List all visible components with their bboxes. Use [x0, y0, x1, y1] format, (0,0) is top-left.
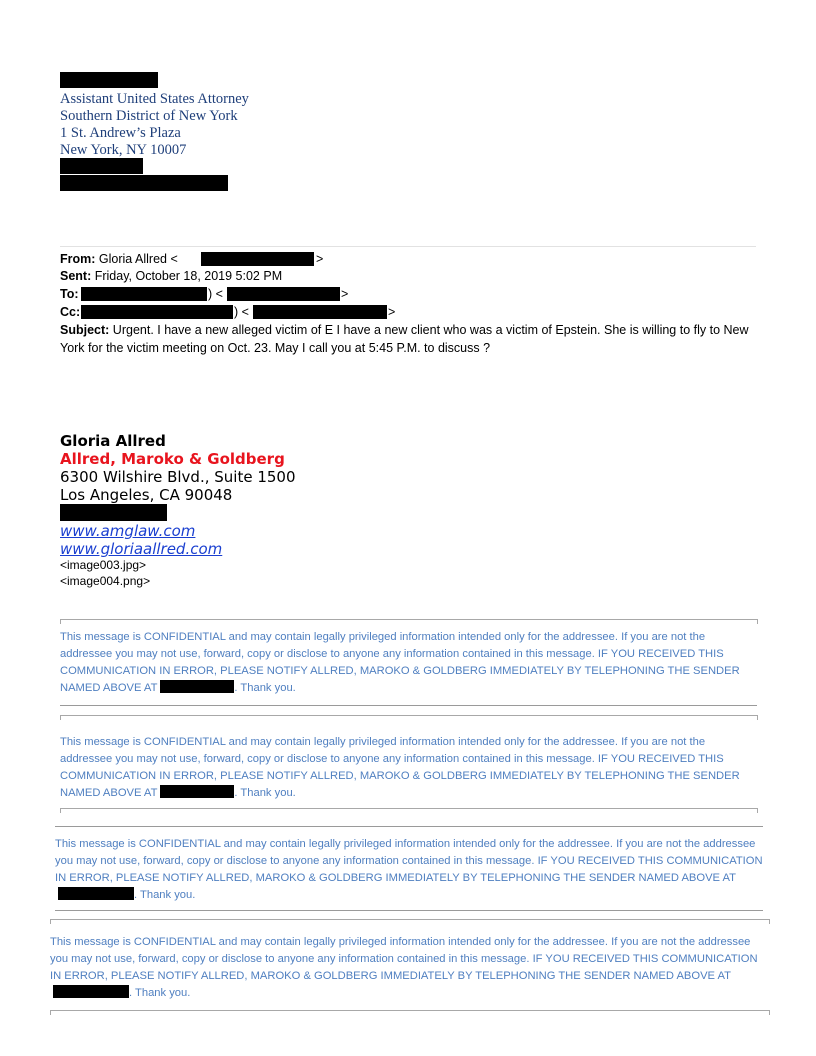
- subject-block: [60, 321, 760, 357]
- attachment-image003[interactable]: <image003.jpg>: [60, 558, 147, 572]
- redaction-signature-phone: [60, 504, 167, 521]
- redaction-attorney-phone: [60, 158, 143, 174]
- signature-firm: Allred, Maroko & Goldberg: [60, 450, 285, 468]
- to-line: [60, 285, 79, 303]
- redaction-from-email: [201, 252, 314, 266]
- cc-close: >: [388, 305, 396, 319]
- signature-name: Gloria Allred: [60, 432, 166, 450]
- from-close: >: [316, 252, 324, 266]
- link-gloriaallred[interactable]: www.gloriaallred.com: [60, 540, 223, 558]
- disclaimer-3-thanks: . Thank you.: [134, 889, 196, 901]
- disclaimer-1-text: This message is CONFIDENTIAL and may contain legally privileged information intended only for the addressee. If you are not the addressee you may not use, forward, copy or disclose to anyone any information contained in this message. IF YOU RECEIVED THIS COMMUNICATION IN ERROR, PLEASE NOTIFY ALLRED, MAROKO & GOLDBERG IMMEDIATELY BY TELEPHONING THE SENDER NAMED ABOVE AT: [60, 631, 740, 694]
- disclaimer-4-thanks: . Thank you.: [129, 987, 191, 999]
- redaction-attorney-email: [60, 175, 228, 191]
- disclaimer-2: [60, 734, 760, 802]
- cc-mid: ) <: [234, 305, 249, 319]
- attorney-office: Southern District of New York: [60, 108, 238, 124]
- disclaimer-1-thanks: . Thank you.: [234, 682, 296, 694]
- link-amglaw[interactable]: www.amglaw.com: [60, 522, 196, 540]
- attorney-title: Assistant United States Attorney: [60, 91, 249, 107]
- redaction-to-email: [227, 287, 340, 301]
- to-close: >: [341, 287, 349, 301]
- subject-label: Subject:: [60, 323, 110, 337]
- sent-value: Friday, October 18, 2019 5:02 PM: [94, 269, 283, 283]
- disclaimer-1-top-rule: [60, 619, 758, 624]
- disclaimer-4-text: This message is CONFIDENTIAL and may contain legally privileged information intended only for the addressee. If you are not the addressee you may not use, forward, copy or disclose to anyone any information contained in this message. IF YOU RECEIVED THIS COMMUNICATION IN ERROR, PLEASE NOTIFY ALLRED, MAROKO & GOLDBERG IMMEDIATELY BY TELEPHONING THE SENDER NAMED ABOVE AT: [50, 936, 758, 982]
- from-line: [60, 250, 178, 268]
- redaction-attorney-name: [60, 72, 158, 88]
- sent-label: Sent:: [60, 269, 92, 283]
- attachment-image004[interactable]: <image004.png>: [60, 574, 151, 588]
- disclaimer-2-top-rule: [60, 715, 758, 720]
- cc-line: [60, 303, 80, 321]
- header-divider: [60, 246, 756, 247]
- disclaimer-3-top-rule: [55, 826, 763, 827]
- subject-value: Urgent. I have a new alleged victim of E I have a new client who was a victim of Epstein. She is willing to fly to New York for the victim meeting on Oct. 23. May I call you at 5:45 P.M. to discuss ?: [60, 323, 749, 355]
- redaction-disclaimer-2-phone: [160, 785, 234, 798]
- from-value: Gloria Allred <: [98, 252, 178, 266]
- disclaimer-4-top-rule: [50, 919, 770, 924]
- from-label: From:: [60, 252, 96, 266]
- redaction-cc-email: [253, 305, 387, 319]
- redaction-cc-name: [81, 305, 233, 319]
- disclaimer-4-bottom-rule: [50, 1010, 770, 1015]
- disclaimer-4: [50, 934, 770, 1002]
- sent-line: [60, 267, 282, 285]
- disclaimer-2-text: This message is CONFIDENTIAL and may contain legally privileged information intended only for the addressee. If you are not the addressee you may not use, forward, copy or disclose to anyone any information contained in this message. IF YOU RECEIVED THIS COMMUNICATION IN ERROR, PLEASE NOTIFY ALLRED, MAROKO & GOLDBERG IMMEDIATELY BY TELEPHONING THE SENDER NAMED ABOVE AT: [60, 736, 740, 799]
- signature-address-line2: Los Angeles, CA 90048: [60, 486, 233, 504]
- disclaimer-1-bottom-rule: [60, 705, 757, 706]
- disclaimer-3: [55, 836, 765, 904]
- redaction-disclaimer-1-phone: [160, 680, 234, 693]
- attorney-address-line1: 1 St. Andrew’s Plaza: [60, 125, 181, 141]
- redaction-disclaimer-3-phone: [58, 887, 134, 900]
- cc-label: Cc:: [60, 305, 81, 319]
- to-label: To:: [60, 287, 79, 301]
- to-mid: ) <: [208, 287, 223, 301]
- attorney-address-line2: New York, NY 10007: [60, 142, 187, 158]
- disclaimer-3-bottom-rule: [55, 910, 763, 911]
- disclaimer-2-bottom-rule: [60, 808, 758, 813]
- redaction-to-name: [81, 287, 207, 301]
- disclaimer-1: [60, 629, 760, 697]
- redaction-disclaimer-4-phone: [53, 985, 129, 998]
- disclaimer-3-text: This message is CONFIDENTIAL and may contain legally privileged information intended only for the addressee. If you are not the addressee you may not use, forward, copy or disclose to anyone any information contained in this message. IF YOU RECEIVED THIS COMMUNICATION IN ERROR, PLEASE NOTIFY ALLRED, MAROKO & GOLDBERG IMMEDIATELY BY TELEPHONING THE SENDER NAMED ABOVE AT: [55, 838, 763, 884]
- disclaimer-2-thanks: . Thank you.: [234, 787, 296, 799]
- signature-address-line1: 6300 Wilshire Blvd., Suite 1500: [60, 468, 296, 486]
